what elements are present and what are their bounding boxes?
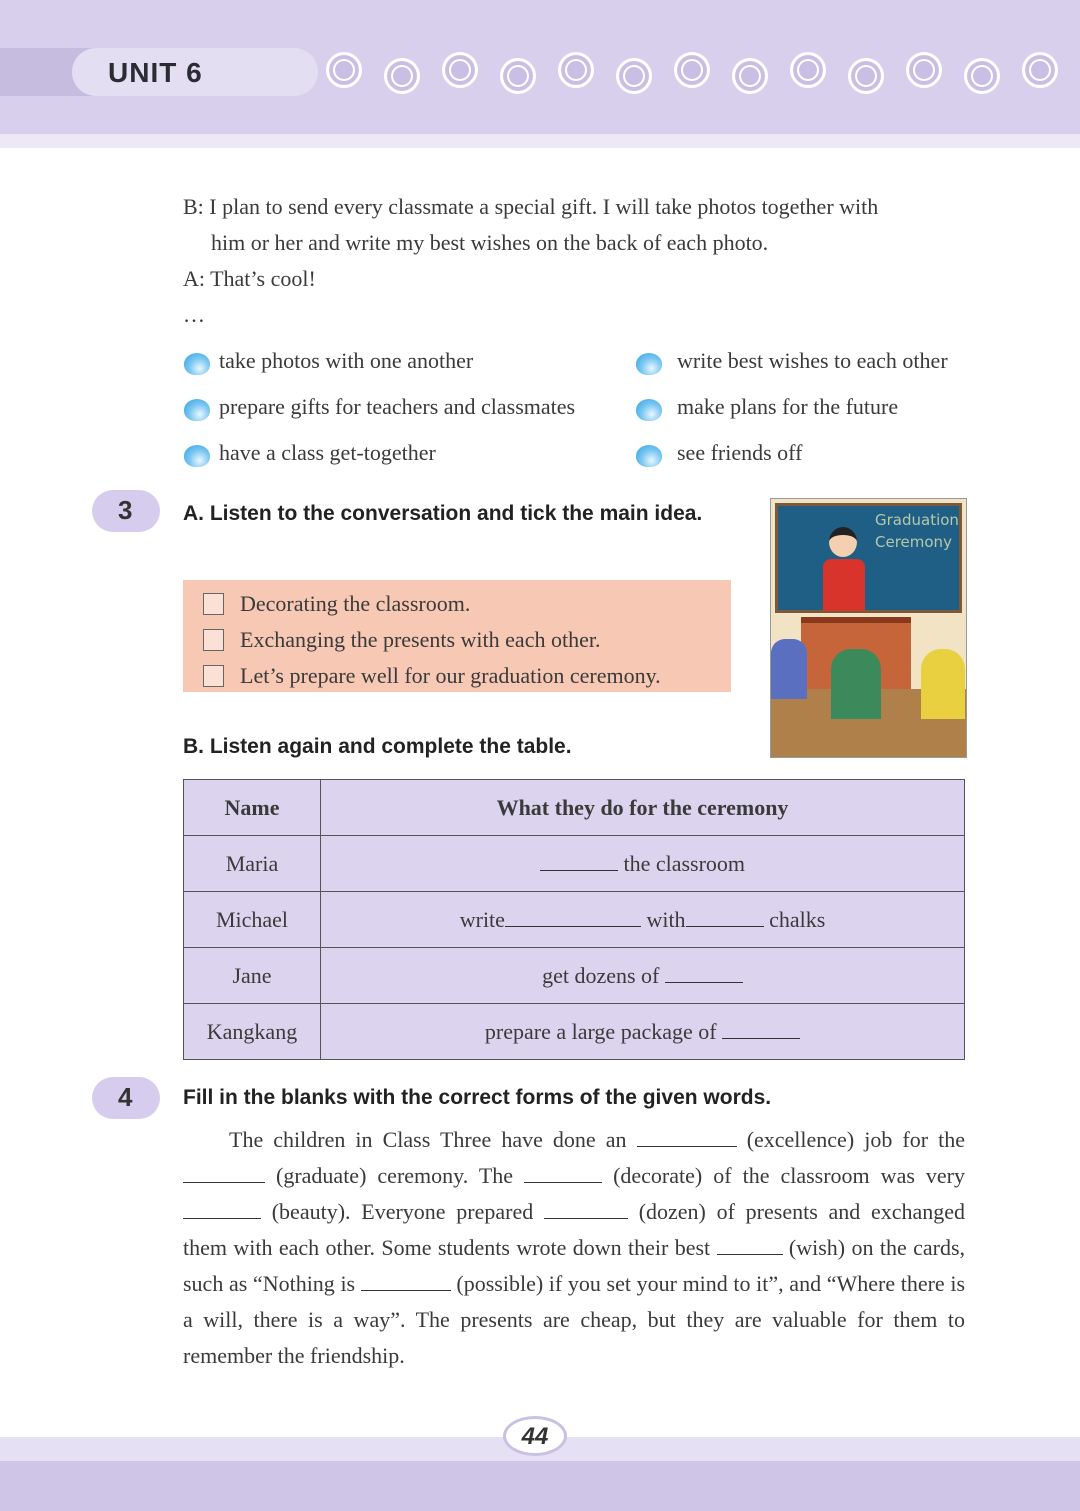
checkbox[interactable] xyxy=(203,665,224,687)
bullet-icon xyxy=(636,399,662,421)
task-cell xyxy=(321,836,965,892)
ring-decoration-icon xyxy=(442,52,478,88)
ring-decoration-icon xyxy=(906,52,942,88)
name-cell: Kangkang xyxy=(184,1004,321,1060)
ring-decoration-icon xyxy=(848,58,884,94)
task-cell xyxy=(321,892,965,948)
answer-blank[interactable] xyxy=(183,1165,265,1183)
dialogue-line: him or her and write my best wishes on the back of each photo. xyxy=(211,230,769,255)
ring-decoration-icon xyxy=(732,58,768,94)
option-label: Decorating the classroom. xyxy=(240,591,471,616)
section-number: 4 xyxy=(92,1077,160,1119)
answer-blank[interactable] xyxy=(183,1201,261,1219)
unit-header xyxy=(0,0,1080,134)
text: (beauty). Everyone prepared xyxy=(271,1199,534,1224)
task-text: prepare a large package of xyxy=(484,1018,717,1044)
ring-decoration-icon xyxy=(384,58,420,94)
task-text: get dozens of xyxy=(542,962,660,988)
phrase: write best wishes to each other xyxy=(677,348,948,373)
teacher-head xyxy=(829,527,857,557)
bullet-icon xyxy=(184,445,210,467)
text: (wish) on the cards, such as “Nothing is xyxy=(183,1235,966,1296)
task-cell xyxy=(321,948,965,1004)
option-label: Exchanging the presents with each other. xyxy=(240,627,601,652)
dialogue-line: B: I plan to send every classmate a special gift. I will take photos together with xyxy=(183,194,879,219)
table-row xyxy=(184,948,965,1004)
student xyxy=(921,649,965,719)
name-cell: Maria xyxy=(184,836,321,892)
table-header: Name xyxy=(184,780,321,836)
table-row xyxy=(184,1004,965,1060)
checkbox[interactable] xyxy=(203,629,224,651)
ring-decoration-icon xyxy=(790,52,826,88)
graduation-illustration xyxy=(770,498,967,758)
answer-blank[interactable] xyxy=(637,1129,737,1147)
phrase: take photos with one another xyxy=(219,348,474,373)
answer-blank[interactable] xyxy=(361,1273,451,1291)
ring-decoration-icon xyxy=(616,58,652,94)
phrase: have a class get-together xyxy=(219,440,436,465)
task-text: with xyxy=(646,906,686,932)
task-text: chalks xyxy=(769,906,826,932)
student xyxy=(771,639,807,699)
section-3a-title: A. Listen to the conversation and tick the main idea. xyxy=(183,502,703,525)
student xyxy=(831,649,881,719)
ring-decoration-icon xyxy=(674,52,710,88)
ring-decoration-icon xyxy=(558,52,594,88)
answer-blank[interactable] xyxy=(544,1201,628,1219)
name-cell: Jane xyxy=(184,948,321,1004)
ring-decoration-icon xyxy=(326,52,362,88)
answer-blank[interactable] xyxy=(717,1237,783,1255)
bullet-icon xyxy=(636,353,662,375)
answer-blank[interactable] xyxy=(540,853,618,871)
table-row xyxy=(184,836,965,892)
footer-band xyxy=(0,1461,1080,1511)
checkbox[interactable] xyxy=(203,593,224,615)
teacher-body xyxy=(823,559,865,611)
ring-decoration-icon xyxy=(964,58,1000,94)
table-row xyxy=(184,892,965,948)
phrase: make plans for the future xyxy=(677,394,899,419)
section-4-title: Fill in the blanks with the correct forms of the given words. xyxy=(183,1086,772,1109)
text: (decorate) of the classroom was very xyxy=(613,1163,966,1188)
header-divider xyxy=(0,134,1080,148)
unit-title: UNIT 6 xyxy=(72,48,318,96)
bullet-icon xyxy=(184,353,210,375)
answer-blank[interactable] xyxy=(524,1165,602,1183)
dialogue-line: A: That’s cool! xyxy=(183,266,316,291)
ring-decoration-icon xyxy=(1022,52,1058,88)
bullet-icon xyxy=(636,445,662,467)
text: (excellence) job for the xyxy=(746,1127,966,1152)
phrase: see friends off xyxy=(677,440,803,465)
option-label: Let’s prepare well for our graduation ceremony. xyxy=(240,663,661,688)
text: (possible) if you set your mind to it”, and “Where there is a will, there is a way”. The presents are cheap, but they are valuable for them to remember the friendship. xyxy=(183,1271,966,1368)
dialogue-ellipsis: … xyxy=(183,302,205,327)
text: (dozen) of presents and exchanged them with each other. Some students wrote down their best xyxy=(183,1199,966,1260)
section-3b-title: B. Listen again and complete the table. xyxy=(183,735,572,758)
ring-decoration-icon xyxy=(500,58,536,94)
section-number: 3 xyxy=(92,490,160,532)
task-cell xyxy=(321,1004,965,1060)
answer-blank[interactable] xyxy=(686,909,764,927)
answer-blank[interactable] xyxy=(722,1021,800,1039)
answer-blank[interactable] xyxy=(665,965,743,983)
text: (graduate) ceremony. The xyxy=(276,1163,514,1188)
bullet-icon xyxy=(184,399,210,421)
task-text: the classroom xyxy=(623,850,746,876)
ceremony-table xyxy=(183,779,965,1060)
answer-blank[interactable] xyxy=(505,909,641,927)
task-text: write xyxy=(459,906,505,932)
page-number: 44 xyxy=(503,1416,567,1456)
main-idea-options xyxy=(183,580,731,692)
phrase: prepare gifts for teachers and classmates xyxy=(219,394,576,419)
text: The children in Class Three have done an xyxy=(229,1127,627,1152)
fill-in-paragraph xyxy=(183,1122,965,1374)
table-header: What they do for the ceremony xyxy=(321,780,965,836)
name-cell: Michael xyxy=(184,892,321,948)
blackboard-text: Graduation Ceremony xyxy=(875,511,959,551)
